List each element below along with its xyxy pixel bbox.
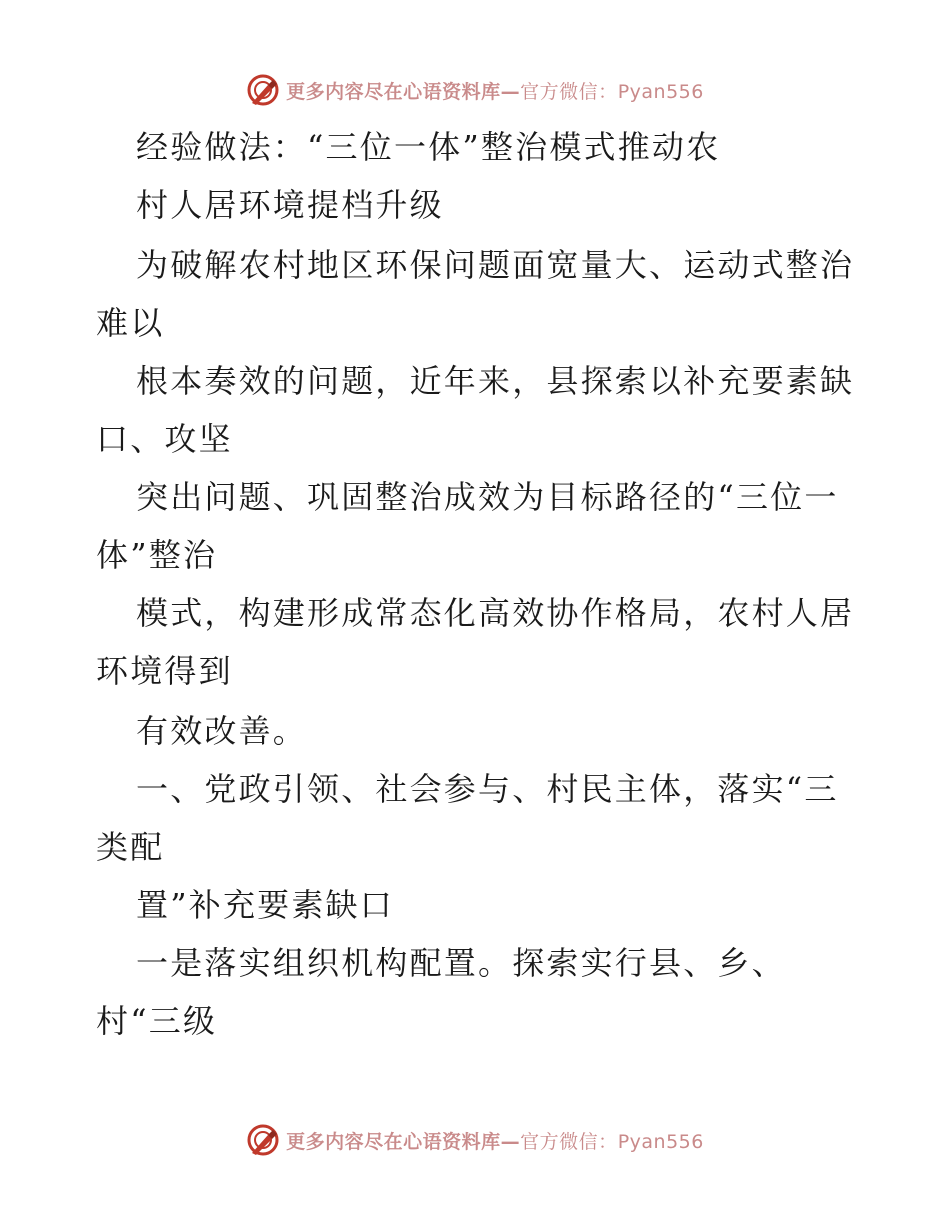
text-line: 口、攻坚 <box>96 420 233 458</box>
watermark-wechat-id: Pyan556 <box>617 1130 704 1153</box>
pen-logo-icon <box>246 1123 280 1157</box>
watermark-text <box>286 1127 704 1154</box>
text-line: 有效改善。 <box>136 712 308 750</box>
header-watermark-inner <box>246 73 704 107</box>
text-line: 经验做法：“三位一体”整治模式推动农 <box>136 128 721 166</box>
watermark-separator: — <box>500 1130 521 1153</box>
text-line: 为破解农村地区环保问题面宽量大、运动式整治 <box>136 246 855 284</box>
text-line: 难以 <box>96 304 165 342</box>
text-line: 一是落实组织机构配置。探索实行县、乡、 <box>136 944 786 982</box>
text-line: 置”补充要素缺口 <box>136 886 394 924</box>
text-line: 突出问题、巩固整治成效为目标路径的“三位一 <box>136 478 839 516</box>
watermark-site-text: 更多内容尽在心语资料库 <box>286 1130 501 1153</box>
text-line: 体”整治 <box>96 536 218 574</box>
watermark-wechat-label: 官方微信： <box>520 1130 618 1153</box>
watermark-site-text: 更多内容尽在心语资料库 <box>286 80 501 103</box>
watermark-separator: — <box>500 80 521 103</box>
pen-logo-icon <box>246 73 280 107</box>
text-line: 村“三级 <box>96 1002 218 1040</box>
footer-watermark-inner <box>246 1123 704 1157</box>
text-line: 一、党政引领、社会参与、村民主体，落实“三 <box>136 770 839 808</box>
text-line: 村人居环境提档升级 <box>136 186 444 224</box>
header-watermark <box>0 70 950 110</box>
text-line: 类配 <box>96 828 165 866</box>
watermark-wechat-label: 官方微信： <box>520 80 618 103</box>
text-line: 根本奏效的问题，近年来，县探索以补充要素缺 <box>136 362 855 400</box>
watermark-text <box>286 77 704 104</box>
watermark-wechat-id: Pyan556 <box>617 80 704 103</box>
text-line: 环境得到 <box>96 652 233 690</box>
footer-watermark <box>0 1120 950 1160</box>
text-line: 模式，构建形成常态化高效协作格局，农村人居 <box>136 594 855 632</box>
